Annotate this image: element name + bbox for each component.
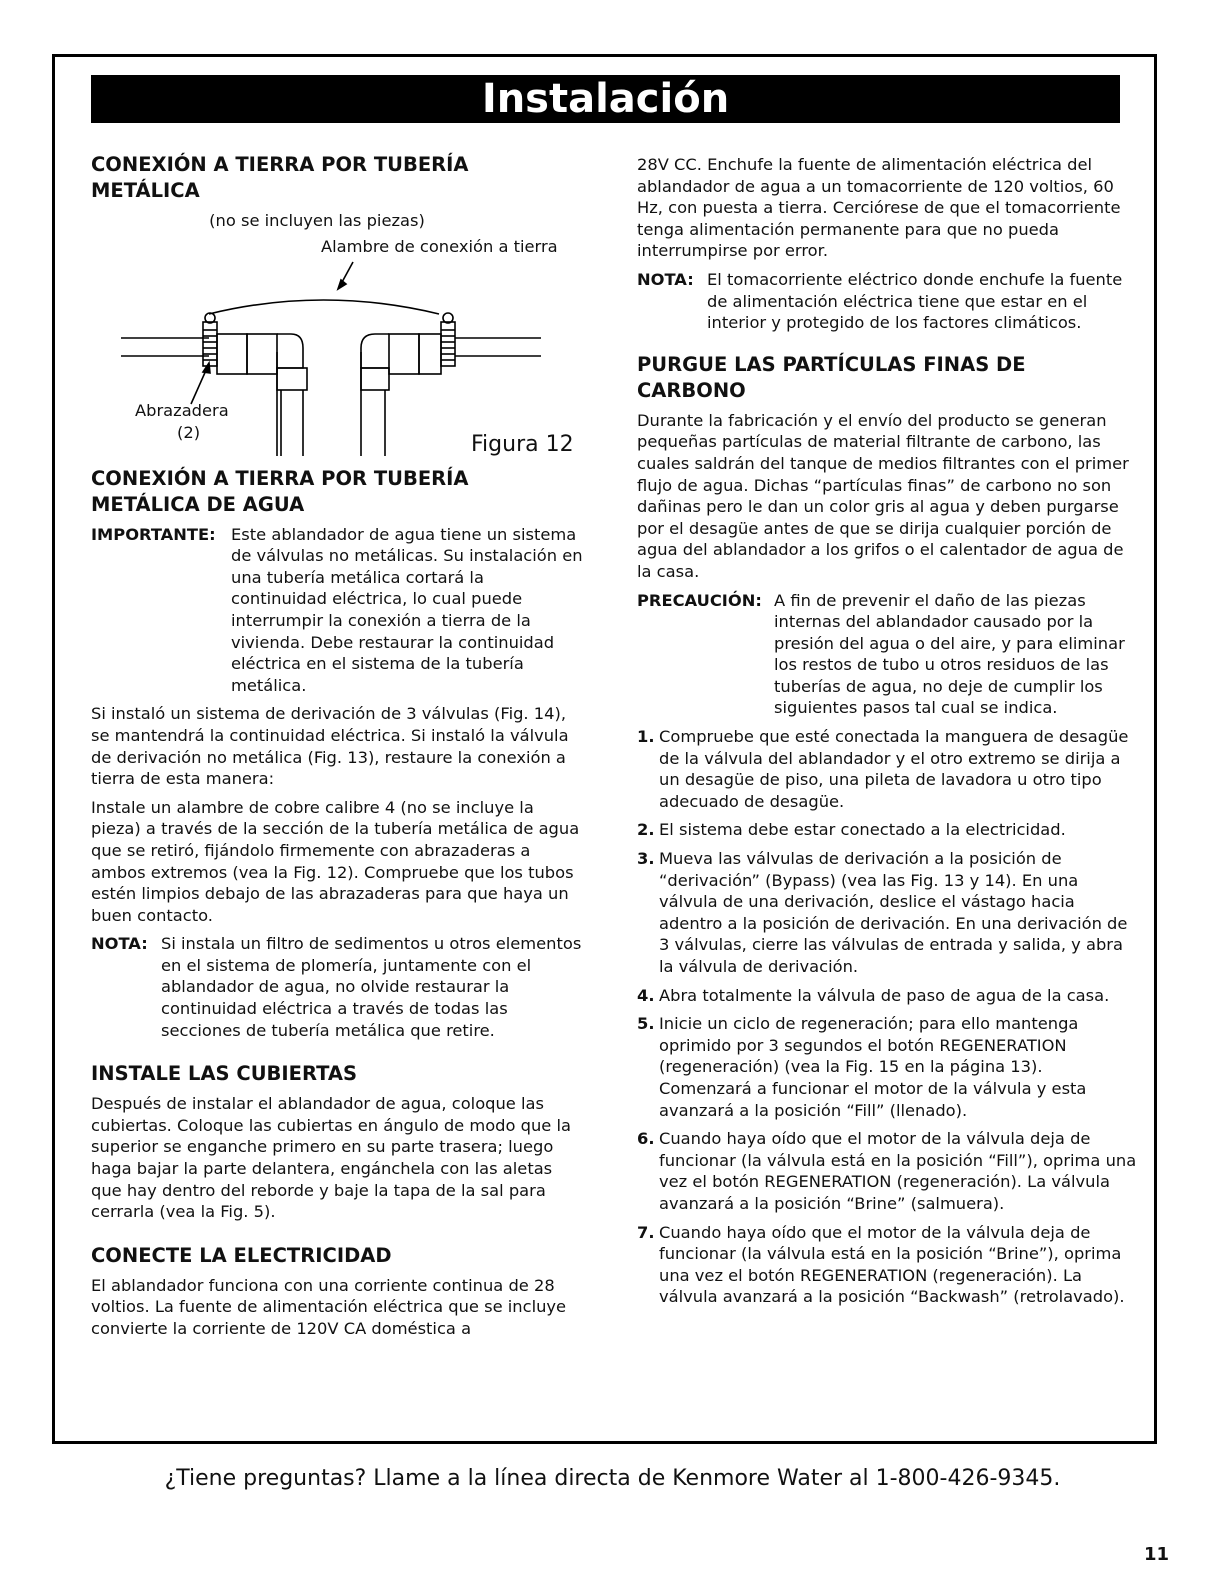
paragraph-carbon-fines: Durante la fabricación y el envío del producto se generan pequeñas partículas de material filtrante de carbono, las cuales saldrán del tanque de medios filtrantes con el primer flujo de agua. Dichas “partículas finas” de carbono no son dañinas pero le dan un color gris al agua y deben purgarse por el desagüe antes de que se dirija cualquier porción de agua del ablandador a los grifos o el calentador de agua de la casa.	[637, 410, 1129, 581]
left-column	[91, 152, 583, 1347]
paragraph-bypass: Si instaló un sistema de derivación de 3 válvulas (Fig. 14), se mantendrá la continuidad eléctrica. Si instaló la válvula de derivación no metálica (Fig. 13), restaure la conexión a tierra de esta manera:	[91, 704, 569, 789]
note-label: NOTA:	[637, 269, 694, 289]
section-banner: Instalación	[91, 75, 1120, 123]
paragraph-covers: Después de instalar el ablandador de agua, coloque las cubiertas. Coloque las cubiertas en ángulo de modo que la superior se enganche primero en su parte trasera; luego haga bajar la parte delantera, engánchela con las aletas que hay dentro del reborde y baje la tapa de la sal para cerrarla (vea la Fig. 5).	[91, 1094, 571, 1222]
heading-water-pipe-ground: CONEXIÓN A TIERRA POR TUBERÍA METÁLICA DE AGUA	[91, 466, 469, 516]
paragraph-copper-wire: Instale un alambre de cobre calibre 4 (no se incluye la pieza) a través de la sección de la tubería metálica de agua que se retiró, fijándolo firmemente con abrazaderas a ambos extremos (vea la Fig. 12). Compruebe que los tubos estén limpios debajo de las abrazaderas para que haya un buen contacto.	[91, 797, 580, 925]
caution-note	[637, 590, 1137, 720]
important-note	[91, 524, 583, 697]
important-text: Este ablandador de agua tiene un sistema de válvulas no metálicas. Su instalación en una tubería metálica cortará la continuidad eléctrica, lo cual puede interrumpir la conexión a tierra de la vivienda. Debe restaurar la continuidad eléctrica en el sistema de la tubería metálica.	[231, 524, 583, 695]
list-item: 3. Mueva las válvulas de derivación a la posición de “derivación” (Bypass) (vea las Fig. 13 y 14). En una válvula de una derivación, deslice el vástago hacia adentro a la posición de derivación. En una derivación de 3 válvulas, cierre las válvulas de entrada y salida, y abra la válvula de derivación.	[637, 849, 1128, 976]
list-item: 5. Inicie un ciclo de regeneración; para ello mantenga oprimido por 3 segundos el botón REGENERATION (regeneración) (vea la Fig. 15 en la página 13). Comenzará a funcionar el motor de la válvula y esta avanzará a la posición “Fill” (llenado).	[637, 1014, 1087, 1120]
note-sediment-filter	[91, 933, 583, 1041]
note-outlet	[637, 269, 1137, 334]
clamp-label: Abrazadera	[135, 400, 229, 420]
list-item: 4. Abra totalmente la válvula de paso de agua de la casa.	[637, 985, 1110, 1005]
purge-steps-list	[637, 726, 1137, 1308]
list-item: 6. Cuando haya oído que el motor de la válvula deja de funcionar (la válvula está en la posición “Fill”), oprima una vez el botón REGENERATION (regeneración). La válvula avanzará a la posición “Brine” (salmuera).	[637, 1129, 1137, 1213]
clamp-count: (2)	[177, 422, 201, 442]
caution-text: A fin de prevenir el daño de las piezas internas del ablandador causado por la presión del agua o del aire, y para eliminar los restos de tubo u otros residuos de las tuberías de agua, no deje de cumplir los siguientes pasos tal cual se indica.	[774, 590, 1125, 718]
figure-label: Figura 12	[471, 431, 574, 457]
parts-not-included-note: (no se incluyen las piezas)	[209, 211, 425, 230]
note-text: Si instala un filtro de sedimentos u otros elementos en el sistema de plomería, juntamente con el ablandador de agua, no olvide restaurar la continuidad eléctrica a través de todas las secciones de tubería metálica que retire.	[161, 934, 582, 1040]
note-text: El tomacorriente eléctrico donde enchufe la fuente de alimentación eléctrica tiene que estar en el interior y protegido de los factores climáticos.	[707, 269, 1123, 333]
page-number: 11	[1143, 1544, 1169, 1565]
caution-label: PRECAUCIÓN:	[637, 590, 762, 610]
heading-connect-electricity: CONECTE LA ELECTRICIDAD	[91, 1243, 392, 1267]
right-column	[637, 154, 1137, 1315]
paragraph-power-supply: 28V CC. Enchufe la fuente de alimentación eléctrica del ablandador de agua a un tomacorriente de 120 voltios, 60 Hz, con puesta a tierra. Cerciórese de que el tomacorriente tenga alimentación permanente para que no pueda interrumpirse por error.	[637, 155, 1121, 261]
note-label: NOTA:	[91, 934, 148, 954]
list-item: 1. Compruebe que esté conectada la manguera de desagüe de la válvula del ablandador y el otro extremo se dirija a un desagüe de piso, una pileta de lavadora u otro tipo adecuado de desagüe.	[637, 727, 1129, 811]
heading-purge-carbon: PURGUE LAS PARTÍCULAS FINAS DE CARBONO	[637, 352, 1026, 402]
important-label: IMPORTANTE:	[91, 524, 216, 544]
list-item: 2. El sistema debe estar conectado a la electricidad.	[637, 820, 1066, 840]
list-item: 7. Cuando haya oído que el motor de la válvula deja de funcionar (la válvula está en la posición “Brine”), oprima una vez el botón REGENERATION (regeneración). La válvula avanzará a la posición “Backwash” (retrolavado).	[637, 1222, 1125, 1307]
paragraph-electricity: El ablandador funciona con una corriente continua de 28 voltios. La fuente de alimentación eléctrica que se incluye convierte la corriente de 120V CA doméstica a	[91, 1275, 567, 1338]
page-frame	[52, 54, 1157, 1444]
ground-wire-label: Alambre de conexión a tierra	[321, 236, 558, 256]
ground-wire-diagram	[91, 256, 571, 456]
heading-install-covers: INSTALE LAS CUBIERTAS	[91, 1062, 358, 1086]
figure-12	[91, 236, 583, 457]
heading-metal-pipe-ground: CONEXIÓN A TIERRA POR TUBERÍA METÁLICA	[91, 153, 469, 202]
hotline-footer: ¿Tiene preguntas? Llame a la línea directa de Kenmore Water al 1-800-426-9345.	[164, 1466, 1061, 1491]
